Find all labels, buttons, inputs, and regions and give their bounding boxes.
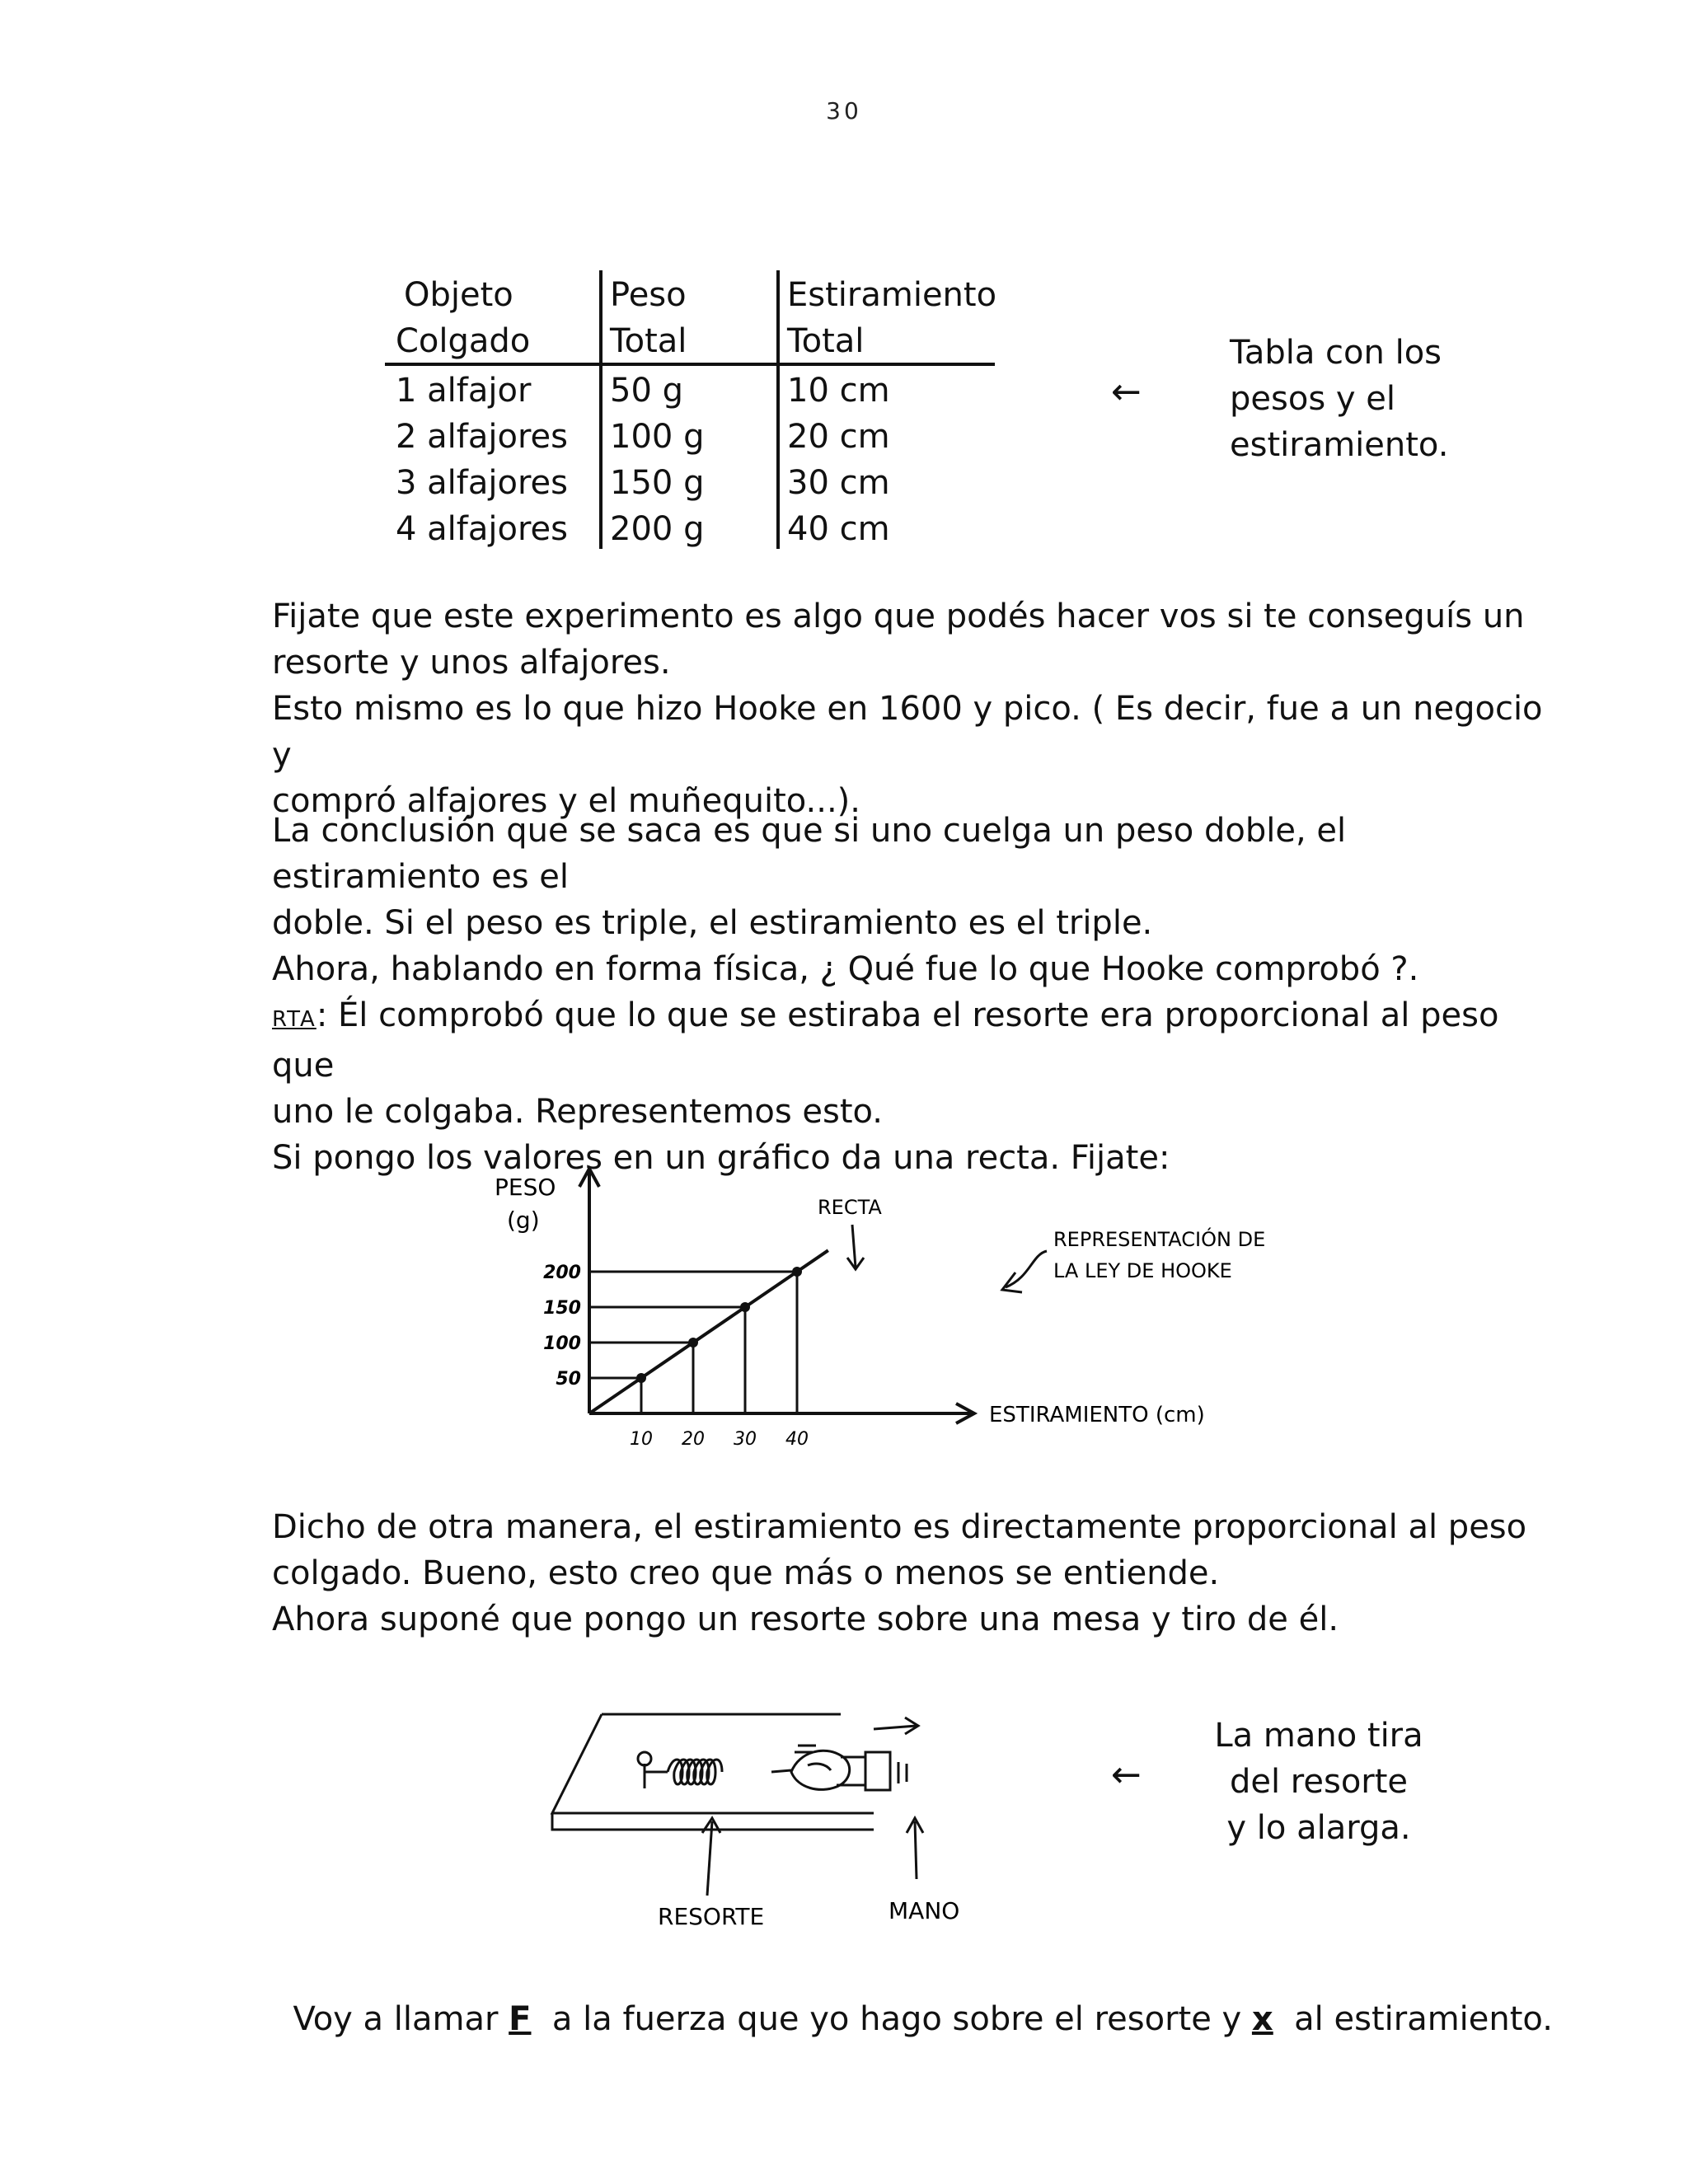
annotation-arrow-icon: [1002, 1251, 1047, 1292]
table-header-weight-1: Peso: [610, 276, 687, 314]
y-axis-label-2: (g): [507, 1207, 540, 1234]
spring-icon: [638, 1752, 791, 1788]
x-tick-label: 20: [682, 1429, 705, 1450]
mano-label: MANO: [889, 1897, 960, 1924]
resorte-label: RESORTE: [658, 1903, 765, 1930]
var-x: x: [1251, 2000, 1273, 2038]
y-tick-label: 50: [556, 1369, 581, 1390]
paragraph-experiment: Fijate que este experimento es algo que podés hacer vos si te conseguís un resorte y unos alfajores. Esto mismo es lo que hizo Hooke en 1600 y pico. ( Es decir, fue a un negocio y compró alfajores y el muñequito...).: [272, 598, 1543, 820]
table-divider: [599, 270, 603, 549]
table-cell: 150 g: [610, 464, 705, 502]
hand-icon: [791, 1746, 907, 1790]
var-f: F: [509, 2000, 532, 2038]
table-note: Tabla con los pesos y el estiramiento.: [1230, 334, 1449, 464]
y-tick-label: 150: [543, 1298, 581, 1319]
table-cell: 2 alfajores: [396, 418, 568, 456]
table-header-object-2: Colgado: [396, 322, 531, 360]
left-arrow-icon: ←: [1111, 371, 1142, 413]
data-point: [792, 1267, 802, 1277]
table-header-stretch-2: Total: [787, 322, 865, 360]
table-cell: 3 alfajores: [396, 464, 568, 502]
left-arrow-icon: ←: [1111, 1754, 1142, 1796]
definition-line: Voy a llamar F a la fuerza que yo hago sobre el resorte y x al estiramiento.: [293, 2000, 1553, 2038]
y-tick-label: 100: [543, 1333, 581, 1354]
graph-axes: [579, 1169, 974, 1423]
graph-marks: [543, 1250, 828, 1450]
paragraph-proportional: Dicho de otra manera, el estiramiento es directamente proporcional al peso colgado. Bueno, esto creo que más o menos se entiende. Ahora suponé que pongo un resorte sobre una mesa y tiro de él.: [272, 1508, 1527, 1638]
table-header-rule: [385, 363, 995, 366]
recta-arrow-icon: [847, 1225, 864, 1269]
pull-arrow-icon: [874, 1718, 918, 1734]
mano-arrow-icon: [907, 1818, 923, 1879]
table-cell: 10 cm: [787, 372, 890, 410]
x-tick-label: 40: [785, 1429, 809, 1450]
spring-note: La mano tira del resorte y lo alarga.: [1214, 1717, 1423, 1847]
page-number: 30: [826, 97, 862, 124]
table-header-object-1: Objeto: [404, 276, 513, 314]
table-header-stretch-1: Estiramiento: [787, 276, 997, 314]
paragraph-conclusion: La conclusión que se saca es que si uno cuelga un peso doble, el estiramiento es el doble. Si el peso es triple, el estiramiento es el triple. Ahora, hablando en forma física, ¿ Qué fue lo que Hooke comprobó ?. RTA: Él comprobó que lo que se estiraba el resorte era proporcional al peso que uno le colgaba. Representemos esto. Si pongo los valores en un gráfico da una recta. Fijate:: [272, 812, 1499, 1177]
hooke-annotation-1: REPRESENTACIÓN DE: [1053, 1228, 1266, 1251]
rta-label: RTA: [272, 1007, 316, 1032]
y-axis-label-1: PESO: [495, 1174, 556, 1201]
x-tick-label: 30: [734, 1429, 757, 1450]
table-header-weight-2: Total: [610, 322, 687, 360]
table-divider: [776, 270, 780, 549]
x-tick-label: 10: [630, 1429, 653, 1450]
spring-figure: [536, 1698, 1063, 1937]
table-cell: 30 cm: [787, 464, 890, 502]
recta-line: [589, 1250, 828, 1413]
table-cell: 50 g: [610, 372, 684, 410]
table-cell: 1 alfajor: [396, 372, 532, 410]
table-cell: 200 g: [610, 510, 705, 548]
hooke-graph: [462, 1154, 1335, 1483]
table-cell: 4 alfajores: [396, 510, 568, 548]
x-axis-label: ESTIRAMIENTO (cm): [989, 1403, 1205, 1427]
table-cell: 20 cm: [787, 418, 890, 456]
table-cell: 40 cm: [787, 510, 890, 548]
y-tick-label: 200: [543, 1263, 581, 1283]
data-point: [740, 1302, 750, 1312]
data-point: [688, 1338, 698, 1347]
resorte-arrow-icon: [702, 1818, 720, 1896]
data-point: [636, 1373, 646, 1383]
table-cell: 100 g: [610, 418, 705, 456]
hooke-annotation-2: LA LEY DE HOOKE: [1053, 1259, 1232, 1282]
recta-label: RECTA: [818, 1196, 882, 1219]
